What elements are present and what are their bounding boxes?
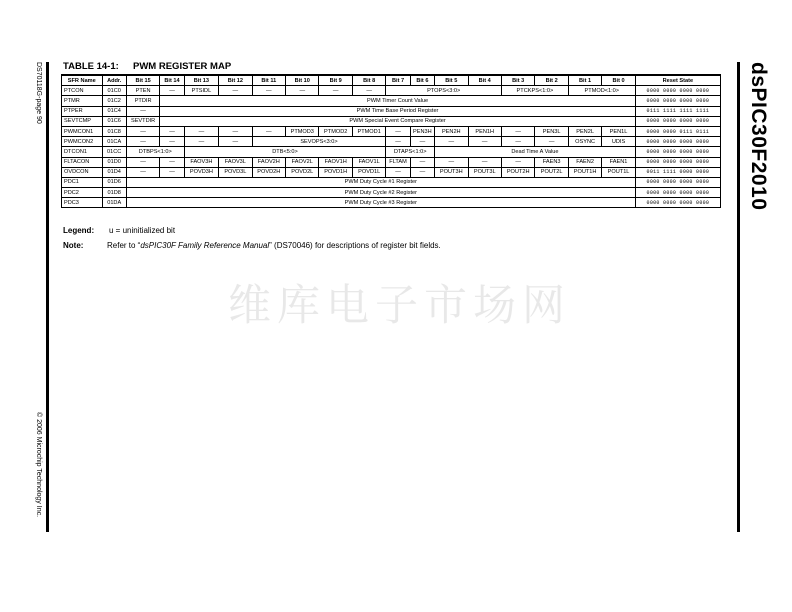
bit-field-cell: —: [160, 157, 184, 167]
table-row: [62, 157, 721, 167]
reset-state-cell: 0000 0000 0000 0000: [635, 86, 720, 96]
sfr-name-cell: SEVTCMP: [62, 116, 103, 126]
bit-field-cell: FAOV3H: [184, 157, 218, 167]
legend-label: Legend:: [63, 226, 95, 235]
bit-field-cell: PTSIDL: [184, 86, 218, 96]
table-row: [62, 106, 721, 116]
column-header: Bit 8: [352, 75, 385, 86]
table-row: [62, 198, 721, 208]
address-cell: 01C8: [102, 126, 126, 136]
address-cell: 01C6: [102, 116, 126, 126]
bit-field-cell: PTMOD3: [286, 126, 319, 136]
bit-field-cell: —: [252, 126, 285, 136]
table-row: [62, 147, 721, 157]
bit-field-cell: PTMOD<1:0>: [568, 86, 635, 96]
bit-field-cell: —: [501, 137, 534, 147]
address-cell: 01CC: [102, 147, 126, 157]
pwm-register-table: [61, 74, 721, 208]
address-cell: 01C0: [102, 86, 126, 96]
reset-state-cell: 0000 0000 0000 0000: [635, 137, 720, 147]
bit-field-cell: —: [468, 157, 501, 167]
bit-field-cell: PEN3H: [410, 126, 434, 136]
table-row: [62, 177, 721, 187]
bit-field-cell: —: [535, 137, 568, 147]
bit-field-cell: —: [252, 86, 285, 96]
bit-field-cell: PEN1H: [468, 126, 501, 136]
left-margin-bar: [46, 62, 49, 532]
bit-field-cell: POUT1H: [568, 167, 601, 177]
column-header: Bit 5: [435, 75, 468, 86]
bit-field-cell: —: [219, 86, 252, 96]
bit-field-cell: —: [410, 157, 434, 167]
bit-field-cell: OSYNC: [568, 137, 601, 147]
address-cell: 01D4: [102, 167, 126, 177]
table-header-row: [62, 75, 721, 86]
reset-state-cell: 0000 0000 0000 0000: [635, 198, 720, 208]
reset-state-cell: 0000 0000 0000 0000: [635, 116, 720, 126]
reset-state-cell: 0000 0000 0111 0111: [635, 126, 720, 136]
table-row: [62, 86, 721, 96]
watermark: 维库电子市场网: [228, 281, 571, 331]
bit-field-cell: —: [126, 167, 159, 177]
sfr-name-cell: DTCON1: [62, 147, 103, 157]
bit-field-cell: PTOPS<3:0>: [386, 86, 502, 96]
bit-field-cell: —: [410, 167, 434, 177]
bit-field-cell: FAEN2: [568, 157, 601, 167]
bit-field-cell: —: [184, 137, 218, 147]
column-header: Bit 3: [501, 75, 534, 86]
bit-field-cell: DTB<5:0>: [184, 147, 386, 157]
bit-field-cell: —: [435, 137, 468, 147]
reset-state-cell: 0000 0000 0000 0000: [635, 147, 720, 157]
address-cell: 01D6: [102, 177, 126, 187]
bit-field-cell: —: [160, 126, 184, 136]
bit-field-cell: PWM Time Base Period Register: [160, 106, 635, 116]
column-header: Bit 9: [319, 75, 352, 86]
address-cell: 01C2: [102, 96, 126, 106]
table-row: [62, 167, 721, 177]
sfr-name-cell: PTMR: [62, 96, 103, 106]
bit-field-cell: PWM Timer Count Value: [160, 96, 635, 106]
bit-field-cell: —: [219, 126, 252, 136]
bit-field-cell: PTMOD1: [352, 126, 385, 136]
bit-field-cell: POUT3H: [435, 167, 468, 177]
table-row: [62, 188, 721, 198]
bit-field-cell: PTDIR: [126, 96, 159, 106]
bit-field-cell: —: [386, 167, 410, 177]
sfr-name-cell: PTPER: [62, 106, 103, 116]
bit-field-cell: POUT2L: [535, 167, 568, 177]
sfr-name-cell: PWMCON2: [62, 137, 103, 147]
column-header: Bit 4: [468, 75, 501, 86]
bit-field-cell: —: [126, 157, 159, 167]
bit-field-cell: —: [126, 126, 159, 136]
sfr-name-cell: OVDCON: [62, 167, 103, 177]
bit-field-cell: POVD3H: [184, 167, 218, 177]
bit-field-cell: POVD1L: [352, 167, 385, 177]
bit-field-cell: —: [501, 126, 534, 136]
note-pre: Refer to “: [107, 241, 141, 250]
address-cell: 01D8: [102, 188, 126, 198]
bit-field-cell: SEVOPS<3:0>: [252, 137, 386, 147]
table-title: PWM REGISTER MAP: [133, 61, 232, 72]
note-post: ” (DS70046) for descriptions of register bit fields.: [269, 241, 441, 250]
bit-field-cell: —: [386, 126, 410, 136]
bit-field-cell: FAEN3: [535, 157, 568, 167]
sfr-name-cell: PDC2: [62, 188, 103, 198]
reset-state-cell: 0111 1111 1111 1111: [635, 106, 720, 116]
reset-state-cell: 0000 0000 0000 0000: [635, 188, 720, 198]
address-cell: 01CA: [102, 137, 126, 147]
right-margin-bar: [737, 62, 740, 532]
bit-field-cell: PEN2L: [568, 126, 601, 136]
bit-field-cell: POVD1H: [319, 167, 352, 177]
bit-field-cell: —: [286, 86, 319, 96]
sfr-name-cell: FLTACON: [62, 157, 103, 167]
address-cell: 01D0: [102, 157, 126, 167]
bit-field-cell: —: [319, 86, 352, 96]
bit-field-cell: FAEN1: [602, 157, 635, 167]
bit-field-cell: —: [126, 106, 159, 116]
bit-field-cell: —: [386, 137, 410, 147]
bit-field-cell: SEVTDIR: [126, 116, 159, 126]
sfr-name-cell: PDC3: [62, 198, 103, 208]
bit-field-cell: UDIS: [602, 137, 635, 147]
bit-field-cell: PEN2H: [435, 126, 468, 136]
bit-field-cell: PTMOD2: [319, 126, 352, 136]
bit-field-cell: —: [501, 157, 534, 167]
bit-field-cell: FAOV1H: [319, 157, 352, 167]
bit-field-cell: FAOV1L: [352, 157, 385, 167]
bit-field-cell: FAOV2L: [286, 157, 319, 167]
column-header: Bit 14: [160, 75, 184, 86]
bit-field-cell: PTCKPS<1:0>: [501, 86, 568, 96]
bit-field-cell: —: [219, 137, 252, 147]
bit-field-cell: —: [160, 137, 184, 147]
bit-field-cell: PWM Special Event Compare Register: [160, 116, 635, 126]
table-row: [62, 126, 721, 136]
column-header: Bit 7: [386, 75, 410, 86]
legend-text: u = uninitialized bit: [109, 226, 176, 235]
column-header: Bit 11: [252, 75, 285, 86]
note-label: Note:: [63, 241, 84, 250]
reset-state-cell: 0000 0000 0000 0000: [635, 177, 720, 187]
column-header: Bit 12: [219, 75, 252, 86]
reset-state-cell: 0011 1111 0000 0000: [635, 167, 720, 177]
table-row: [62, 96, 721, 106]
bit-field-cell: PTEN: [126, 86, 159, 96]
column-header: Bit 6: [410, 75, 434, 86]
bit-field-cell: PWM Duty Cycle #3 Register: [126, 198, 635, 208]
bit-field-cell: POVD2H: [252, 167, 285, 177]
bit-field-cell: PEN3L: [535, 126, 568, 136]
bit-field-cell: —: [184, 126, 218, 136]
bit-field-cell: PEN1L: [602, 126, 635, 136]
column-header: Addr.: [102, 75, 126, 86]
table-number: TABLE 14-1:: [63, 61, 119, 72]
bit-field-cell: —: [352, 86, 385, 96]
column-header: Reset State: [635, 75, 720, 86]
bit-field-cell: PWM Duty Cycle #1 Register: [126, 177, 635, 187]
sfr-name-cell: PTCON: [62, 86, 103, 96]
bit-field-cell: —: [160, 86, 184, 96]
legend: [63, 226, 175, 235]
column-header: Bit 0: [602, 75, 635, 86]
table-caption: [63, 61, 231, 72]
reset-state-cell: 0000 0000 0000 0000: [635, 96, 720, 106]
bit-field-cell: —: [160, 167, 184, 177]
column-header: Bit 2: [535, 75, 568, 86]
bit-field-cell: FAOV3L: [219, 157, 252, 167]
table-row: [62, 137, 721, 147]
column-header: SFR Name: [62, 75, 103, 86]
bit-field-cell: DTBPS<1:0>: [126, 147, 184, 157]
bit-field-cell: —: [468, 137, 501, 147]
note-manual-title: dsPIC30F Family Reference Manual: [140, 241, 270, 250]
device-brand-title: dsPIC30F2010: [747, 62, 770, 211]
bit-field-cell: POUT1L: [602, 167, 635, 177]
sfr-name-cell: PWMCON1: [62, 126, 103, 136]
bit-field-cell: FAOV2H: [252, 157, 285, 167]
reset-state-cell: 0000 0000 0000 0000: [635, 157, 720, 167]
bit-field-cell: POUT2H: [501, 167, 534, 177]
column-header: Bit 10: [286, 75, 319, 86]
address-cell: 01C4: [102, 106, 126, 116]
page-number-label: DS70118G-page 90: [35, 62, 42, 124]
bit-field-cell: POUT3L: [468, 167, 501, 177]
address-cell: 01DA: [102, 198, 126, 208]
column-header: Bit 15: [126, 75, 159, 86]
bit-field-cell: —: [410, 137, 434, 147]
bit-field-cell: FLTAM: [386, 157, 410, 167]
bit-field-cell: —: [126, 137, 159, 147]
column-header: Bit 13: [184, 75, 218, 86]
bit-field-cell: DTAPS<1:0>: [386, 147, 435, 157]
column-header: Bit 1: [568, 75, 601, 86]
bit-field-cell: POVD2L: [286, 167, 319, 177]
bit-field-cell: POVD3L: [219, 167, 252, 177]
bit-field-cell: PWM Duty Cycle #2 Register: [126, 188, 635, 198]
note: [63, 241, 441, 250]
bit-field-cell: —: [435, 157, 468, 167]
sfr-name-cell: PDC1: [62, 177, 103, 187]
copyright-label: © 2006 Microchip Technology Inc.: [35, 412, 42, 518]
table-row: [62, 116, 721, 126]
bit-field-cell: Dead Time A Value: [435, 147, 636, 157]
